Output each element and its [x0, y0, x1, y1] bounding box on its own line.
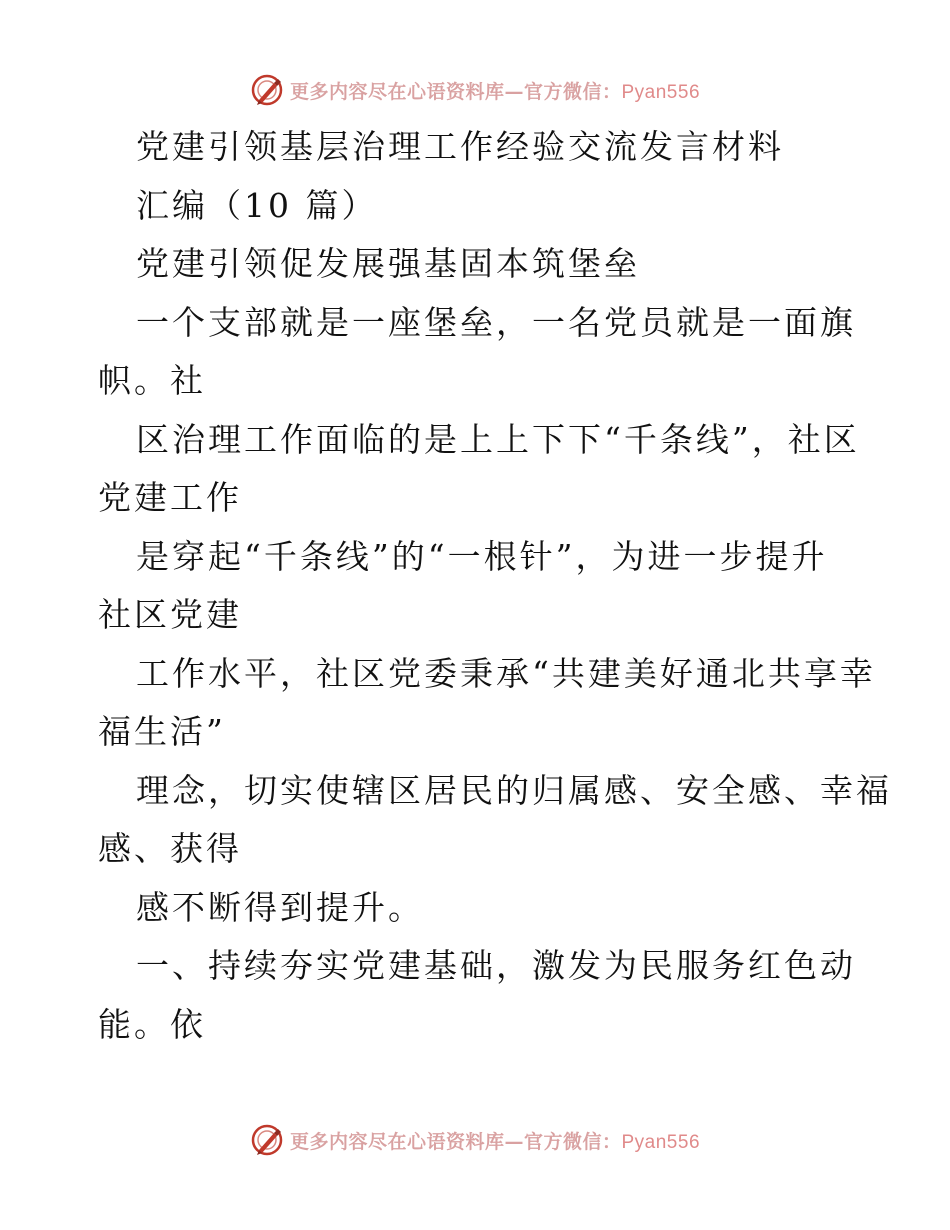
text-line: 感不断得到提升。 — [136, 887, 424, 927]
text-line: 汇编（10 篇） — [136, 185, 378, 225]
watermark-account: Pyan556 — [621, 1131, 701, 1153]
watermark-text: 更多内容尽在心语资料库—官方微信：Pyan556 — [289, 1130, 701, 1153]
text-line: 社区党建 — [98, 595, 242, 634]
text-line: 能。依 — [98, 1004, 206, 1044]
text-line: 理念，切实使辖区居民的归属感、安全感、幸福 — [136, 770, 892, 810]
pen-logo-icon — [250, 73, 284, 107]
watermark-account: Pyan556 — [621, 81, 701, 103]
pen-logo-icon — [250, 1123, 284, 1157]
text-line: 一个支部就是一座堡垒，一名党员就是一面旗 — [136, 302, 856, 342]
text-line: 工作水平，社区党委秉承“共建美好通北共享幸 — [136, 653, 876, 693]
text-line: 党建引领基层治理工作经验交流发言材料 — [136, 127, 784, 166]
document-body — [98, 118, 892, 1054]
text-line: 一、持续夯实党建基础，激发为民服务红色动 — [136, 946, 856, 985]
header-watermark — [0, 70, 950, 110]
text-line: 党建工作 — [98, 478, 242, 517]
text-line: 是穿起“千条线”的“一根针”，为进一步提升 — [136, 536, 828, 576]
watermark-text: 更多内容尽在心语资料库—官方微信：Pyan556 — [289, 80, 701, 103]
text-line: 区治理工作面临的是上上下下“千条线”，社区 — [136, 419, 860, 459]
text-line: 感、获得 — [98, 829, 242, 868]
text-line: 福生活” — [98, 712, 226, 751]
footer-watermark — [0, 1120, 950, 1160]
text-line: 帜。社 — [98, 361, 206, 400]
text-line: 党建引领促发展强基固本筑堡垒 — [136, 244, 640, 283]
